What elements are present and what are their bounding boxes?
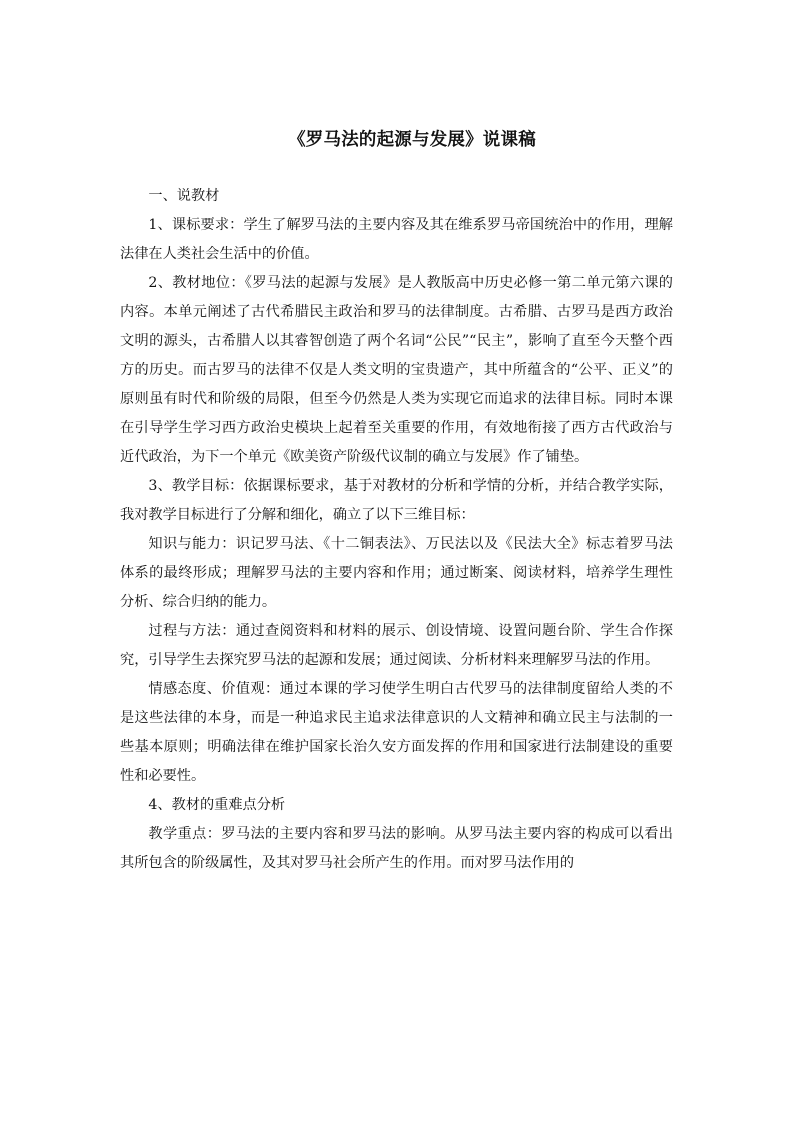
- section-heading-textbook: 一、说教材: [148, 188, 220, 204]
- document-body: [120, 182, 673, 878]
- paragraph-curriculum-requirement: 1、课标要求：学生了解罗马法的主要内容及其在维系罗马帝国统治中的作用，理解法律在人类社会生活中的价值。: [120, 217, 673, 262]
- paragraph-knowledge-ability: 知识与能力：识记罗马法、《十二铜表法》、万民法以及《民法大全》标志着罗马法体系的最终形成；理解罗马法的主要内容和作用；通过断案、阅读材料，培养学生理性分析、综合归纳的能力。: [120, 536, 673, 610]
- paragraph-process-method: 过程与方法：通过查阅资料和材料的展示、创设情境、设置问题台阶、学生合作探究，引导学生去探究罗马法的起源和发展；通过阅读、分析材料来理解罗马法的作用。: [120, 623, 673, 668]
- paragraph-key-points-heading: 4、教材的重难点分析: [148, 797, 286, 813]
- paragraph-teaching-objectives: 3、教学目标：依据课标要求，基于对教材的分析和学情的分析，并结合教学实际，我对教学目标进行了分解和细化，确立了以下三维目标：: [120, 478, 673, 523]
- document-title: 《罗马法的起源与发展》说课稿: [288, 130, 536, 150]
- paragraph-textbook-position: 2、教材地位：《罗马法的起源与发展》是人教版高中历史必修一第二单元第六课的内容。本单元阐述了古代希腊民主政治和罗马的法律制度。古希腊、古罗马是西方政治文明的源头，古希腊人以其睿智创造了两个名词“公民”“民主”，影响了直至今天整个西方的历史。而古罗马的法律不仅是人类文明的宝贵遗产，其中所蕴含的“公平、正义”的原则虽有时代和阶级的局限，但至今仍然是人类为实现它而追求的法律目标。同时本课在引导学生学习西方政治史模块上起着至关重要的作用，有效地衔接了西方古代政治与近代政治，为下一个单元《欧美资产阶级代议制的确立与发展》作了铺垫。: [120, 275, 673, 465]
- paragraph-attitude-values: 情感态度、价值观：通过本课的学习使学生明白古代罗马的法律制度留给人类的不是这些法律的本身，而是一种追求民主追求法律意识的人文精神和确立民主与法制的一些基本原则；明确法律在维护国家长治久安方面发挥的作用和国家进行法制建设的重要性和必要性。: [120, 681, 673, 784]
- paragraph-teaching-focus: 教学重点：罗马法的主要内容和罗马法的影响。从罗马法主要内容的构成可以看出其所包含的阶级属性，及其对罗马社会所产生的作用。而对罗马法作用的: [120, 826, 673, 871]
